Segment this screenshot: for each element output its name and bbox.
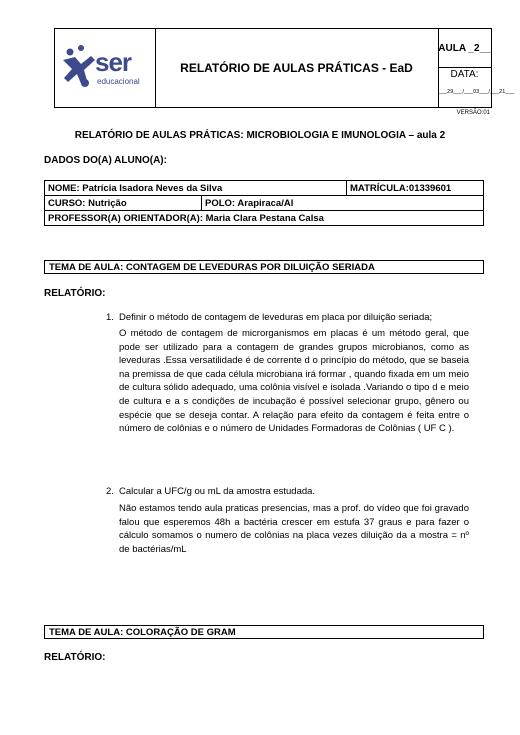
question-2-number: 2.	[106, 486, 114, 497]
student-info-table	[44, 180, 484, 226]
student-data-label: DADOS DO(A) ALUNO(A):	[44, 155, 167, 166]
document-title: RELATÓRIO DE AULAS PRÁTICAS: MICROBIOLOGIA E IMUNOLOGIA – aula 2	[74, 130, 446, 141]
logo-subtext: educacional	[97, 77, 140, 86]
aula-number: AULA _2__	[438, 29, 491, 68]
question-1-text: Definir o método de contagem de leveduras em placa por diluição seriada;	[119, 312, 433, 323]
report-label-2: RELATÓRIO:	[44, 652, 106, 663]
student-polo: POLO: Arapiraca/Al	[202, 196, 484, 211]
logo-cell	[55, 29, 156, 107]
data-label: DATA:	[450, 69, 479, 80]
logo-text: ser	[95, 47, 132, 77]
header-title: RELATÓRIO DE AULAS PRÁTICAS - EaD	[155, 29, 439, 107]
report-label-1: RELATÓRIO:	[44, 288, 106, 299]
header-right	[438, 29, 515, 107]
lesson-topic-1: TEMA DE AULA: CONTAGEM DE LEVEDURAS POR DILUIÇÃO SERIADA	[44, 260, 484, 274]
data-value: ___29___/___03___/___21___	[438, 89, 515, 95]
lesson-topic-2: TEMA DE AULA: COLORAÇÃO DE GRAM	[44, 625, 484, 639]
header-box	[54, 28, 515, 108]
student-registration: MATRÍCULA:01339601	[347, 181, 484, 196]
question-1-number: 1.	[106, 312, 114, 323]
student-name: NOME: Patrícia Isadora Neves da Silva	[45, 181, 347, 196]
student-course: CURSO: Nutrição	[45, 196, 202, 211]
version-label: VERSÃO:01	[456, 110, 490, 116]
answer-1: O método de contagem de microrganismos em placas é um método geral, que pode ser utilizado para a contagem de grandes grupos microbianos, como as leveduras .Essa versatilidade é de corrente d o princípio do método, que se baseia na premissa de que cada célula microbiana irá formar , quando fixada em um meio de cultura sólido adequado, uma colônia visível e isolada .Variando o tipo d e meio de cultura e a s condições de incubação é possível selecionar grupo, gênero ou espécie que se deseja contar. A relação para efeito da contagem é feita entre o número de colônias e o número de Unidades Formadoras de Colônias ( UF C ).	[119, 328, 469, 435]
student-professor: PROFESSOR(A) ORIENTADOR(A): Maria Clara Pestana Calsa	[45, 211, 484, 226]
answer-2: Não estamos tendo aula praticas presencias, mas a prof. do vídeo que foi gravado falou que esperemos 48h a bactéria crescer em estufa 37 graus e para fazer o cálculo somamos o numero de colônias na placa vezes diluição da a mostra = nº de bactérias/mL	[119, 503, 469, 555]
question-2-text: Calcular a UFC/g ou mL da amostra estudada.	[119, 486, 316, 497]
